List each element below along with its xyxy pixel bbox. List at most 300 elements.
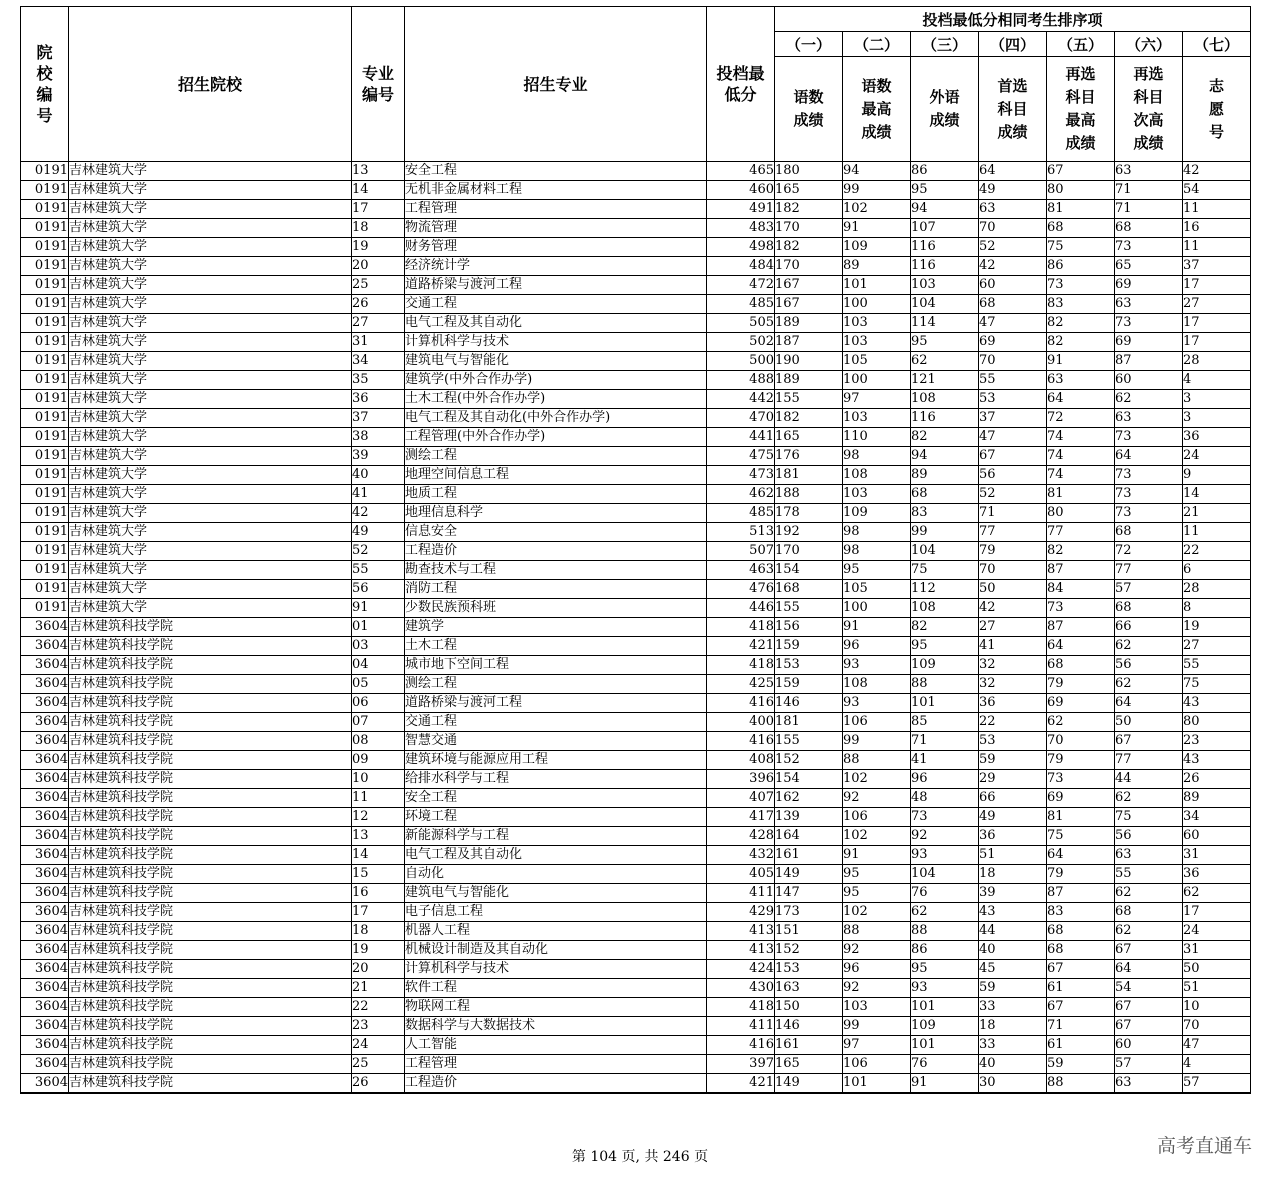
choice-number-cell: 43 <box>1183 694 1251 713</box>
score-1-cell: 161 <box>775 1036 843 1055</box>
major-name-cell: 工程管理(中外合作办学) <box>405 428 707 447</box>
choice-number-cell: 47 <box>1183 1036 1251 1055</box>
school-code-cell: 0191 <box>21 352 69 371</box>
score-3-cell: 91 <box>911 1074 979 1094</box>
major-code-cell: 20 <box>352 257 405 276</box>
score-1-cell: 178 <box>775 504 843 523</box>
major-code-cell: 41 <box>352 485 405 504</box>
score-3-cell: 48 <box>911 789 979 808</box>
major-code-cell: 38 <box>352 428 405 447</box>
school-name-cell: 吉林建筑大学 <box>69 599 352 618</box>
choice-number-cell: 36 <box>1183 865 1251 884</box>
table-body <box>21 162 1251 1094</box>
school-code-cell: 3604 <box>21 846 69 865</box>
score-2-cell: 92 <box>843 941 911 960</box>
score-4-cell: 64 <box>979 162 1047 181</box>
school-name-cell: 吉林建筑科技学院 <box>69 1055 352 1074</box>
major-name-cell: 道路桥梁与渡河工程 <box>405 276 707 295</box>
major-name-cell: 消防工程 <box>405 580 707 599</box>
score-3-cell: 86 <box>911 941 979 960</box>
score-3-cell: 82 <box>911 428 979 447</box>
score-5-cell: 83 <box>1047 295 1115 314</box>
major-name-cell: 财务管理 <box>405 238 707 257</box>
score-2-cell: 97 <box>843 1036 911 1055</box>
score-6-cell: 63 <box>1115 295 1183 314</box>
school-code-cell: 0191 <box>21 181 69 200</box>
score-5-cell: 84 <box>1047 580 1115 599</box>
score-6-cell: 71 <box>1115 181 1183 200</box>
choice-number-cell: 43 <box>1183 751 1251 770</box>
table-row <box>21 352 1251 371</box>
major-name-cell: 电子信息工程 <box>405 903 707 922</box>
major-code-cell: 26 <box>352 1074 405 1094</box>
table-row <box>21 542 1251 561</box>
score-5-cell: 86 <box>1047 257 1115 276</box>
score-1-cell: 162 <box>775 789 843 808</box>
min-score-cell: 473 <box>707 466 775 485</box>
score-1-cell: 165 <box>775 181 843 200</box>
score-6-cell: 68 <box>1115 219 1183 238</box>
score-6-cell: 60 <box>1115 371 1183 390</box>
major-code-cell: 13 <box>352 827 405 846</box>
score-6-cell: 64 <box>1115 960 1183 979</box>
major-code-cell: 25 <box>352 276 405 295</box>
score-4-cell: 29 <box>979 770 1047 789</box>
choice-number-cell: 37 <box>1183 257 1251 276</box>
score-2-cell: 100 <box>843 371 911 390</box>
major-name-cell: 勘查技术与工程 <box>405 561 707 580</box>
score-3-cell: 82 <box>911 618 979 637</box>
score-3-cell: 93 <box>911 979 979 998</box>
school-code-cell: 0191 <box>21 333 69 352</box>
score-4-cell: 42 <box>979 257 1047 276</box>
major-name-cell: 少数民族预科班 <box>405 599 707 618</box>
choice-number-cell: 28 <box>1183 352 1251 371</box>
school-code-cell: 0191 <box>21 371 69 390</box>
score-1-cell: 167 <box>775 276 843 295</box>
major-code-cell: 17 <box>352 903 405 922</box>
score-2-cell: 91 <box>843 219 911 238</box>
score-4-cell: 42 <box>979 599 1047 618</box>
school-code-cell: 3604 <box>21 713 69 732</box>
score-1-cell: 155 <box>775 732 843 751</box>
score-6-cell: 54 <box>1115 979 1183 998</box>
min-score-cell: 421 <box>707 1074 775 1094</box>
score-5-cell: 75 <box>1047 827 1115 846</box>
score-5-cell: 82 <box>1047 314 1115 333</box>
choice-number-cell: 57 <box>1183 1074 1251 1094</box>
table-row <box>21 865 1251 884</box>
score-1-cell: 192 <box>775 523 843 542</box>
score-5-cell: 69 <box>1047 694 1115 713</box>
table-row <box>21 276 1251 295</box>
score-4-cell: 37 <box>979 409 1047 428</box>
table-row <box>21 1055 1251 1074</box>
score-3-cell: 95 <box>911 181 979 200</box>
score-3-cell: 88 <box>911 675 979 694</box>
score-3-cell: 41 <box>911 751 979 770</box>
score-4-cell: 45 <box>979 960 1047 979</box>
table-row <box>21 846 1251 865</box>
choice-number-cell: 21 <box>1183 504 1251 523</box>
score-6-cell: 71 <box>1115 200 1183 219</box>
school-name-cell: 吉林建筑大学 <box>69 447 352 466</box>
min-score-cell: 413 <box>707 922 775 941</box>
school-name-cell: 吉林建筑大学 <box>69 333 352 352</box>
school-name-cell: 吉林建筑大学 <box>69 523 352 542</box>
score-1-cell: 170 <box>775 219 843 238</box>
score-2-cell: 108 <box>843 675 911 694</box>
school-name-cell: 吉林建筑大学 <box>69 219 352 238</box>
choice-number-cell: 50 <box>1183 960 1251 979</box>
score-5-cell: 67 <box>1047 960 1115 979</box>
score-3-cell: 89 <box>911 466 979 485</box>
school-name-cell: 吉林建筑大学 <box>69 428 352 447</box>
major-name-cell: 地理空间信息工程 <box>405 466 707 485</box>
choice-number-cell: 6 <box>1183 561 1251 580</box>
score-4-cell: 36 <box>979 827 1047 846</box>
major-name-cell: 经济统计学 <box>405 257 707 276</box>
score-5-cell: 74 <box>1047 447 1115 466</box>
school-name-cell: 吉林建筑科技学院 <box>69 903 352 922</box>
major-name-cell: 智慧交通 <box>405 732 707 751</box>
score-1-cell: 165 <box>775 428 843 447</box>
min-score-cell: 488 <box>707 371 775 390</box>
school-name-cell: 吉林建筑科技学院 <box>69 998 352 1017</box>
min-score-cell: 400 <box>707 713 775 732</box>
major-code-cell: 55 <box>352 561 405 580</box>
min-score-cell: 462 <box>707 485 775 504</box>
score-2-cell: 91 <box>843 618 911 637</box>
score-4-cell: 36 <box>979 694 1047 713</box>
score-3-cell: 92 <box>911 827 979 846</box>
school-code-cell: 0191 <box>21 409 69 428</box>
score-3-cell: 101 <box>911 1036 979 1055</box>
score-3-cell: 62 <box>911 903 979 922</box>
school-code-cell: 0191 <box>21 219 69 238</box>
score-1-cell: 153 <box>775 960 843 979</box>
choice-number-cell: 28 <box>1183 580 1251 599</box>
score-4-cell: 33 <box>979 998 1047 1017</box>
major-name-cell: 环境工程 <box>405 808 707 827</box>
major-name-cell: 计算机科学与技术 <box>405 960 707 979</box>
score-2-cell: 103 <box>843 485 911 504</box>
score-1-cell: 189 <box>775 371 843 390</box>
school-code-cell: 3604 <box>21 751 69 770</box>
school-code-cell: 3604 <box>21 1017 69 1036</box>
score-4-cell: 22 <box>979 713 1047 732</box>
score-4-cell: 71 <box>979 504 1047 523</box>
min-score-cell: 416 <box>707 732 775 751</box>
score-3-cell: 99 <box>911 523 979 542</box>
score-5-cell: 88 <box>1047 1074 1115 1094</box>
score-5-cell: 67 <box>1047 162 1115 181</box>
major-name-cell: 新能源科学与工程 <box>405 827 707 846</box>
score-6-cell: 68 <box>1115 523 1183 542</box>
school-code-cell: 3604 <box>21 732 69 751</box>
table-row <box>21 998 1251 1017</box>
major-name-cell: 建筑电气与智能化 <box>405 352 707 371</box>
min-score-cell: 411 <box>707 884 775 903</box>
major-name-cell: 建筑学(中外合作办学) <box>405 371 707 390</box>
header-tiebreak-title: 投档最低分相同考生排序项 <box>775 7 1251 32</box>
score-1-cell: 146 <box>775 1017 843 1036</box>
score-4-cell: 39 <box>979 884 1047 903</box>
score-5-cell: 77 <box>1047 523 1115 542</box>
min-score-cell: 446 <box>707 599 775 618</box>
score-6-cell: 62 <box>1115 637 1183 656</box>
choice-number-cell: 23 <box>1183 732 1251 751</box>
score-6-cell: 67 <box>1115 941 1183 960</box>
school-name-cell: 吉林建筑科技学院 <box>69 1074 352 1094</box>
school-code-cell: 0191 <box>21 200 69 219</box>
score-5-cell: 64 <box>1047 846 1115 865</box>
min-score-cell: 432 <box>707 846 775 865</box>
header-roman-7: （七） <box>1183 32 1251 57</box>
header-roman-4: （四） <box>979 32 1047 57</box>
school-name-cell: 吉林建筑大学 <box>69 276 352 295</box>
score-4-cell: 79 <box>979 542 1047 561</box>
table-row <box>21 504 1251 523</box>
school-name-cell: 吉林建筑大学 <box>69 314 352 333</box>
score-5-cell: 74 <box>1047 428 1115 447</box>
min-score-cell: 417 <box>707 808 775 827</box>
major-code-cell: 31 <box>352 333 405 352</box>
score-2-cell: 95 <box>843 561 911 580</box>
choice-number-cell: 75 <box>1183 675 1251 694</box>
choice-number-cell: 3 <box>1183 390 1251 409</box>
score-5-cell: 87 <box>1047 884 1115 903</box>
major-code-cell: 49 <box>352 523 405 542</box>
school-code-cell: 0191 <box>21 485 69 504</box>
score-1-cell: 155 <box>775 599 843 618</box>
score-1-cell: 182 <box>775 200 843 219</box>
score-2-cell: 101 <box>843 276 911 295</box>
score-1-cell: 159 <box>775 637 843 656</box>
score-6-cell: 57 <box>1115 580 1183 599</box>
score-6-cell: 57 <box>1115 1055 1183 1074</box>
school-name-cell: 吉林建筑大学 <box>69 238 352 257</box>
major-name-cell: 建筑电气与智能化 <box>405 884 707 903</box>
school-code-cell: 0191 <box>21 542 69 561</box>
score-6-cell: 63 <box>1115 162 1183 181</box>
school-code-cell: 3604 <box>21 960 69 979</box>
choice-number-cell: 17 <box>1183 276 1251 295</box>
major-code-cell: 19 <box>352 941 405 960</box>
score-6-cell: 87 <box>1115 352 1183 371</box>
score-5-cell: 82 <box>1047 542 1115 561</box>
score-2-cell: 96 <box>843 637 911 656</box>
school-code-cell: 3604 <box>21 656 69 675</box>
score-5-cell: 81 <box>1047 808 1115 827</box>
score-6-cell: 73 <box>1115 314 1183 333</box>
major-name-cell: 土木工程(中外合作办学) <box>405 390 707 409</box>
min-score-cell: 463 <box>707 561 775 580</box>
major-code-cell: 04 <box>352 656 405 675</box>
major-name-cell: 地质工程 <box>405 485 707 504</box>
header-roman-2: （二） <box>843 32 911 57</box>
school-name-cell: 吉林建筑科技学院 <box>69 789 352 808</box>
score-5-cell: 68 <box>1047 656 1115 675</box>
score-2-cell: 97 <box>843 390 911 409</box>
major-name-cell: 安全工程 <box>405 789 707 808</box>
major-name-cell: 电气工程及其自动化 <box>405 314 707 333</box>
header-roman-1: （一） <box>775 32 843 57</box>
min-score-cell: 460 <box>707 181 775 200</box>
score-1-cell: 147 <box>775 884 843 903</box>
table-row <box>21 808 1251 827</box>
choice-number-cell: 24 <box>1183 447 1251 466</box>
score-3-cell: 96 <box>911 770 979 789</box>
table-row <box>21 238 1251 257</box>
score-1-cell: 180 <box>775 162 843 181</box>
score-2-cell: 102 <box>843 827 911 846</box>
table-row <box>21 1036 1251 1055</box>
choice-number-cell: 17 <box>1183 903 1251 922</box>
school-name-cell: 吉林建筑科技学院 <box>69 941 352 960</box>
score-6-cell: 62 <box>1115 884 1183 903</box>
major-code-cell: 13 <box>352 162 405 181</box>
min-score-cell: 413 <box>707 941 775 960</box>
score-3-cell: 93 <box>911 846 979 865</box>
score-3-cell: 76 <box>911 1055 979 1074</box>
school-name-cell: 吉林建筑科技学院 <box>69 865 352 884</box>
choice-number-cell: 4 <box>1183 1055 1251 1074</box>
score-2-cell: 106 <box>843 713 911 732</box>
score-3-cell: 108 <box>911 599 979 618</box>
school-code-cell: 0191 <box>21 238 69 257</box>
min-score-cell: 505 <box>707 314 775 333</box>
table-row <box>21 200 1251 219</box>
table-row <box>21 181 1251 200</box>
score-4-cell: 40 <box>979 1055 1047 1074</box>
score-5-cell: 72 <box>1047 409 1115 428</box>
table-row <box>21 732 1251 751</box>
school-name-cell: 吉林建筑科技学院 <box>69 751 352 770</box>
score-6-cell: 73 <box>1115 504 1183 523</box>
major-code-cell: 05 <box>352 675 405 694</box>
major-code-cell: 06 <box>352 694 405 713</box>
score-5-cell: 61 <box>1047 979 1115 998</box>
score-4-cell: 70 <box>979 219 1047 238</box>
score-4-cell: 47 <box>979 314 1047 333</box>
major-code-cell: 19 <box>352 238 405 257</box>
score-1-cell: 154 <box>775 770 843 789</box>
major-code-cell: 91 <box>352 599 405 618</box>
table-row <box>21 428 1251 447</box>
min-score-cell: 491 <box>707 200 775 219</box>
major-name-cell: 电气工程及其自动化 <box>405 846 707 865</box>
major-code-cell: 42 <box>352 504 405 523</box>
table-row <box>21 580 1251 599</box>
min-score-cell: 430 <box>707 979 775 998</box>
score-3-cell: 116 <box>911 409 979 428</box>
school-code-cell: 3604 <box>21 941 69 960</box>
header-sub-foreign-language: 外语成绩 <box>911 57 979 162</box>
min-score-cell: 418 <box>707 998 775 1017</box>
school-code-cell: 3604 <box>21 979 69 998</box>
choice-number-cell: 70 <box>1183 1017 1251 1036</box>
choice-number-cell: 19 <box>1183 618 1251 637</box>
table-row <box>21 789 1251 808</box>
table-row <box>21 751 1251 770</box>
min-score-cell: 502 <box>707 333 775 352</box>
score-2-cell: 92 <box>843 979 911 998</box>
score-6-cell: 68 <box>1115 903 1183 922</box>
score-3-cell: 104 <box>911 542 979 561</box>
choice-number-cell: 62 <box>1183 884 1251 903</box>
major-code-cell: 37 <box>352 409 405 428</box>
school-name-cell: 吉林建筑科技学院 <box>69 922 352 941</box>
major-code-cell: 40 <box>352 466 405 485</box>
min-score-cell: 483 <box>707 219 775 238</box>
school-code-cell: 3604 <box>21 618 69 637</box>
major-code-cell: 26 <box>352 295 405 314</box>
score-6-cell: 73 <box>1115 485 1183 504</box>
score-6-cell: 67 <box>1115 998 1183 1017</box>
score-5-cell: 62 <box>1047 713 1115 732</box>
score-6-cell: 69 <box>1115 276 1183 295</box>
score-3-cell: 108 <box>911 390 979 409</box>
score-6-cell: 69 <box>1115 333 1183 352</box>
min-score-cell: 442 <box>707 390 775 409</box>
score-2-cell: 98 <box>843 447 911 466</box>
score-4-cell: 47 <box>979 428 1047 447</box>
major-code-cell: 34 <box>352 352 405 371</box>
school-code-cell: 3604 <box>21 1074 69 1094</box>
major-name-cell: 人工智能 <box>405 1036 707 1055</box>
min-score-cell: 405 <box>707 865 775 884</box>
score-3-cell: 109 <box>911 1017 979 1036</box>
score-5-cell: 73 <box>1047 276 1115 295</box>
major-code-cell: 25 <box>352 1055 405 1074</box>
score-1-cell: 189 <box>775 314 843 333</box>
major-code-cell: 36 <box>352 390 405 409</box>
score-6-cell: 66 <box>1115 618 1183 637</box>
table-row <box>21 219 1251 238</box>
major-code-cell: 07 <box>352 713 405 732</box>
score-3-cell: 83 <box>911 504 979 523</box>
major-code-cell: 16 <box>352 884 405 903</box>
school-name-cell: 吉林建筑大学 <box>69 162 352 181</box>
score-5-cell: 91 <box>1047 352 1115 371</box>
score-1-cell: 173 <box>775 903 843 922</box>
score-3-cell: 95 <box>911 637 979 656</box>
table-row <box>21 257 1251 276</box>
min-score-cell: 485 <box>707 295 775 314</box>
school-name-cell: 吉林建筑大学 <box>69 200 352 219</box>
score-4-cell: 44 <box>979 922 1047 941</box>
min-score-cell: 421 <box>707 637 775 656</box>
table-row <box>21 656 1251 675</box>
score-6-cell: 63 <box>1115 846 1183 865</box>
score-6-cell: 77 <box>1115 751 1183 770</box>
major-name-cell: 信息安全 <box>405 523 707 542</box>
choice-number-cell: 54 <box>1183 181 1251 200</box>
score-1-cell: 156 <box>775 618 843 637</box>
score-3-cell: 95 <box>911 333 979 352</box>
major-code-cell: 18 <box>352 922 405 941</box>
choice-number-cell: 17 <box>1183 314 1251 333</box>
score-2-cell: 108 <box>843 466 911 485</box>
score-5-cell: 73 <box>1047 770 1115 789</box>
choice-number-cell: 10 <box>1183 998 1251 1017</box>
choice-number-cell: 14 <box>1183 485 1251 504</box>
score-2-cell: 106 <box>843 808 911 827</box>
score-4-cell: 49 <box>979 181 1047 200</box>
major-name-cell: 交通工程 <box>405 295 707 314</box>
table-row <box>21 979 1251 998</box>
